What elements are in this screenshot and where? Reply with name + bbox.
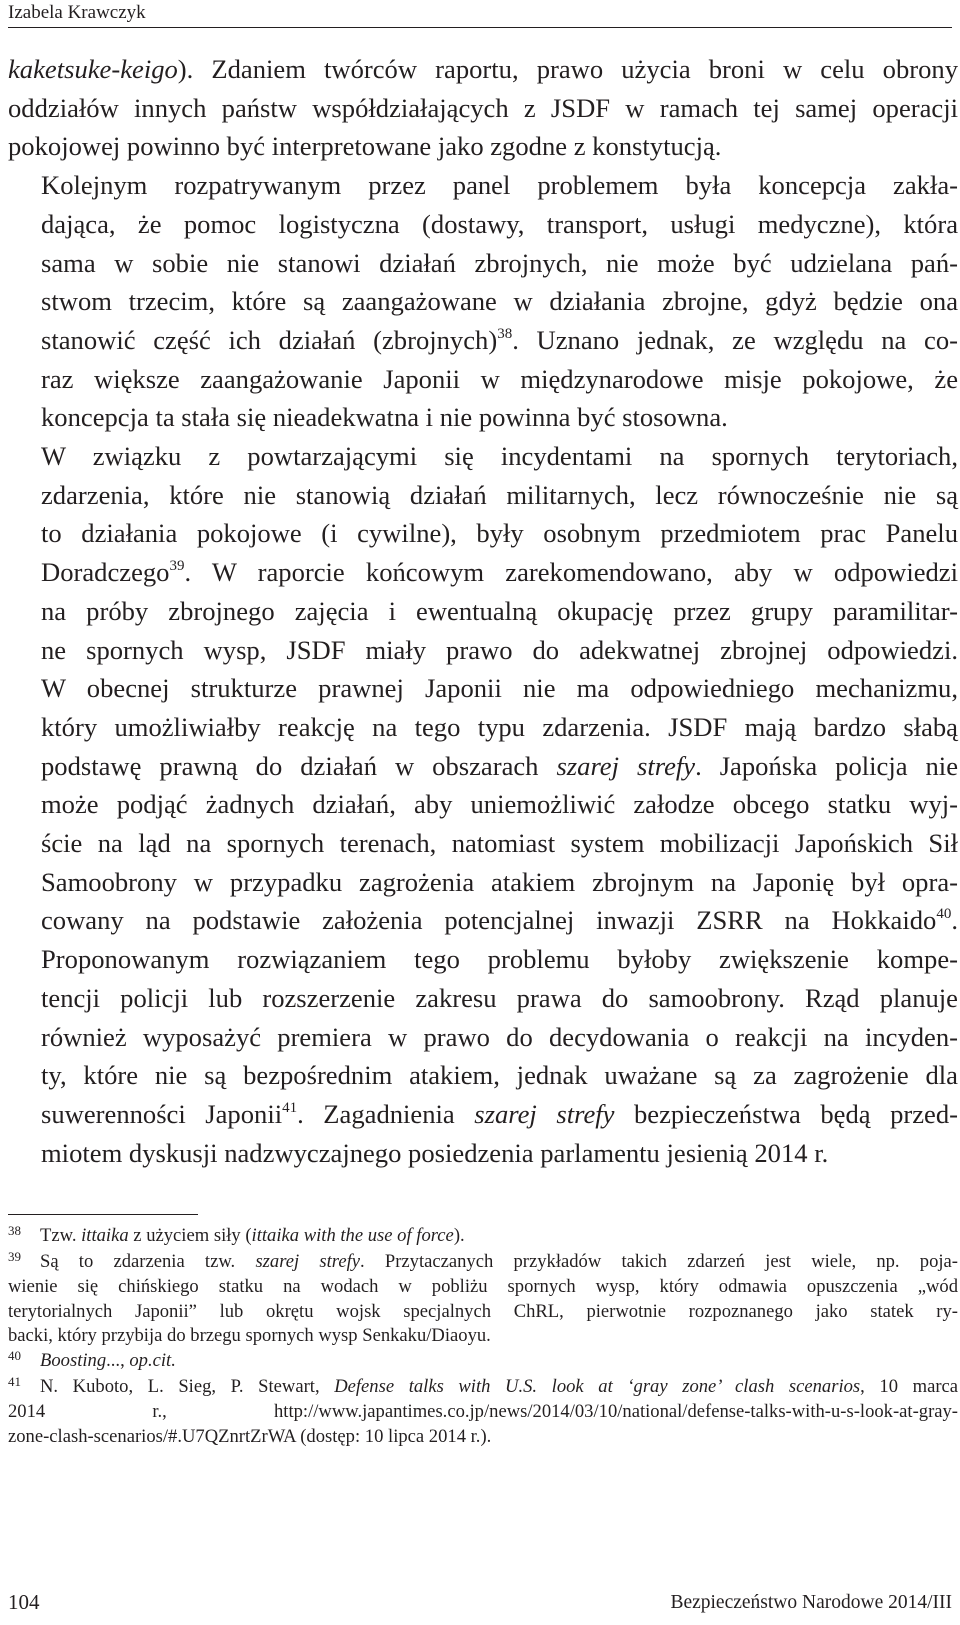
journal-title: Bezpieczeństwo Narodowe 2014/III [670, 1592, 952, 1613]
footnote [8, 1375, 958, 1450]
footnote-line: 41 N. Kuboto, L. Sieg, P. Stewart, Defense talks with U.S. look at ‘gray zone’ clash scenarios, 10 marca [8, 1375, 958, 1401]
text-line: podstawę prawną do działań w obszarach szarej strefy. Japońska policja nie [41, 750, 959, 781]
footnote-line: backi, który przybija do brzegu spornych wysp Senkaku/Diaoyu. [8, 1325, 491, 1347]
text-line: również wyposażyć premiera w prawo do decydowania o reakcji na incyden- [41, 1021, 958, 1052]
text-line: suwerenności Japonii$^{41}$. Zagadnienia szarej strefy bezpieczeństwa będą przed- [41, 1098, 959, 1129]
text-line: dająca, że pomoc logistyczna (dostawy, transport, usługi medyczne), która [41, 208, 958, 239]
text-line: sama w sobie nie stanowi działań zbrojnych, nie może być udzielana pań- [41, 247, 958, 278]
text-line: ty, które nie są bezpośrednim atakiem, jednak uważane są za zagrożenie dla [41, 1060, 958, 1091]
text-line: W obecnej strukturze prawnej Japonii nie ma odpowiedniego mechanizmu, [41, 673, 958, 704]
footnote-line: wienie się chińskiego statku na wodach w pobliżu spornych wysp, który odmawia opuszczenia „wód [8, 1276, 958, 1298]
text-line: raz większe zaangażowanie Japonii w międzynarodowe misje pokojowe, że [41, 363, 958, 394]
text-line: W związku z powtarzającymi się incydentami na spornych terytoriach, [41, 441, 958, 472]
footnote-line: 39 Są to zdarzenia tzw. szarej strefy. Przytaczanych przykładów takich zdarzeń jest wiele, np. poja- [8, 1250, 958, 1276]
footnote-line: 40 Boosting..., op.cit. [8, 1349, 958, 1375]
footnote [8, 1224, 958, 1250]
header-rule [8, 27, 952, 28]
footnote-line: 2014 r., http://www.japantimes.co.jp/news/2014/03/10/national/defense-talks-with-u-s-look-at-gray- [8, 1401, 958, 1423]
text-line: ście na ląd na spornych terenach, natomiast system mobilizacji Japońskich Sił [41, 828, 958, 859]
footnote-number: 40 [8, 1347, 21, 1363]
text-line: to działania pokojowe (i cywilne), były osobnym przedmiotem prac Panelu [41, 518, 958, 549]
text-line: który umożliwiałby reakcję na tego typu zdarzenia. JSDF mają bardzo słabą [41, 711, 958, 742]
text-line: Samoobrony w przypadku zagrożenia atakiem zbrojnym na Japonię był opra- [41, 866, 958, 897]
text-line: tencji policji lub rozszerzenie zakresu prawa do samoobrony. Rząd planuje [41, 982, 958, 1013]
text-line: koncepcja ta stała się nieadekwatna i nie powinna być stosowna. [41, 402, 728, 433]
paragraph [8, 166, 958, 437]
footnote-line: zone-clash-scenarios/#.U7QZnrtZrWA (dostęp: 10 lipca 2014 r.). [8, 1425, 492, 1447]
running-head-author: Izabela Krawczyk [8, 2, 146, 23]
footnote-number: 41 [8, 1373, 21, 1389]
text-line: Doradczego$^{39}$. W raporcie końcowym zarekomendowano, aby w odpowiedzi [41, 557, 958, 588]
footnote [8, 1250, 958, 1349]
paragraph [8, 437, 958, 1172]
text-line: oddziałów innych państw współdziałających z JSDF w ramach tej samej operacji [8, 92, 958, 123]
paragraph [8, 50, 958, 166]
page-number: 104 [8, 1590, 40, 1614]
text-line: stanowić część ich działań (zbrojnych)$^{38}$. Uznano jednak, ze względu na co- [41, 324, 958, 355]
footnote-number: 38 [8, 1223, 21, 1238]
footnote-line: 38 Tzw. ittaika z użyciem siły (ittaika with the use of force). [8, 1224, 958, 1250]
text-line: cowany na podstawie założenia potencjalnej inwazji ZSRR na Hokkaido$^{40}$. [41, 905, 958, 936]
footnote-rule [8, 1214, 198, 1215]
footnote [8, 1349, 958, 1375]
footnote-number: 39 [8, 1248, 21, 1264]
footnotes [8, 1224, 958, 1449]
footnote-line: terytorialnych Japonii” lub okrętu wojsk specjalnych ChRL, pierwotnie rozpoznanego jako statek ry- [8, 1300, 958, 1322]
text-line: może podjąć żadnych działań, aby uniemożliwić załodze obcego statku wyj- [41, 789, 958, 820]
text-line: pokojowej powinno być interpretowane jako zgodne z konstytucją. [8, 131, 722, 162]
text-line: kaketsuke-keigo). Zdaniem twórców raportu, prawo użycia broni w celu obrony [8, 54, 958, 84]
text-line: na próby zbrojnego zajęcia i ewentualną okupację przez grupy paramilitar- [41, 595, 958, 626]
text-line: ne spornych wysp, JSDF miały prawo do adekwatnej zbrojnej odpowiedzi. [41, 634, 958, 665]
body-text [8, 50, 958, 1172]
text-line: Proponowanym rozwiązaniem tego problemu byłoby zwiększenie kompe- [41, 944, 958, 975]
text-line: zdarzenia, które nie stanowią działań militarnych, lecz równocześnie nie są [41, 479, 958, 510]
text-line: miotem dyskusji nadzwyczajnego posiedzenia parlamentu jesienią 2014 r. [41, 1137, 829, 1168]
text-line: stwom trzecim, które są zaangażowane w działania zbrojne, gdyż będzie ona [41, 286, 958, 317]
text-line: Kolejnym rozpatrywanym przez panel problemem była koncepcja zakła- [41, 170, 958, 201]
